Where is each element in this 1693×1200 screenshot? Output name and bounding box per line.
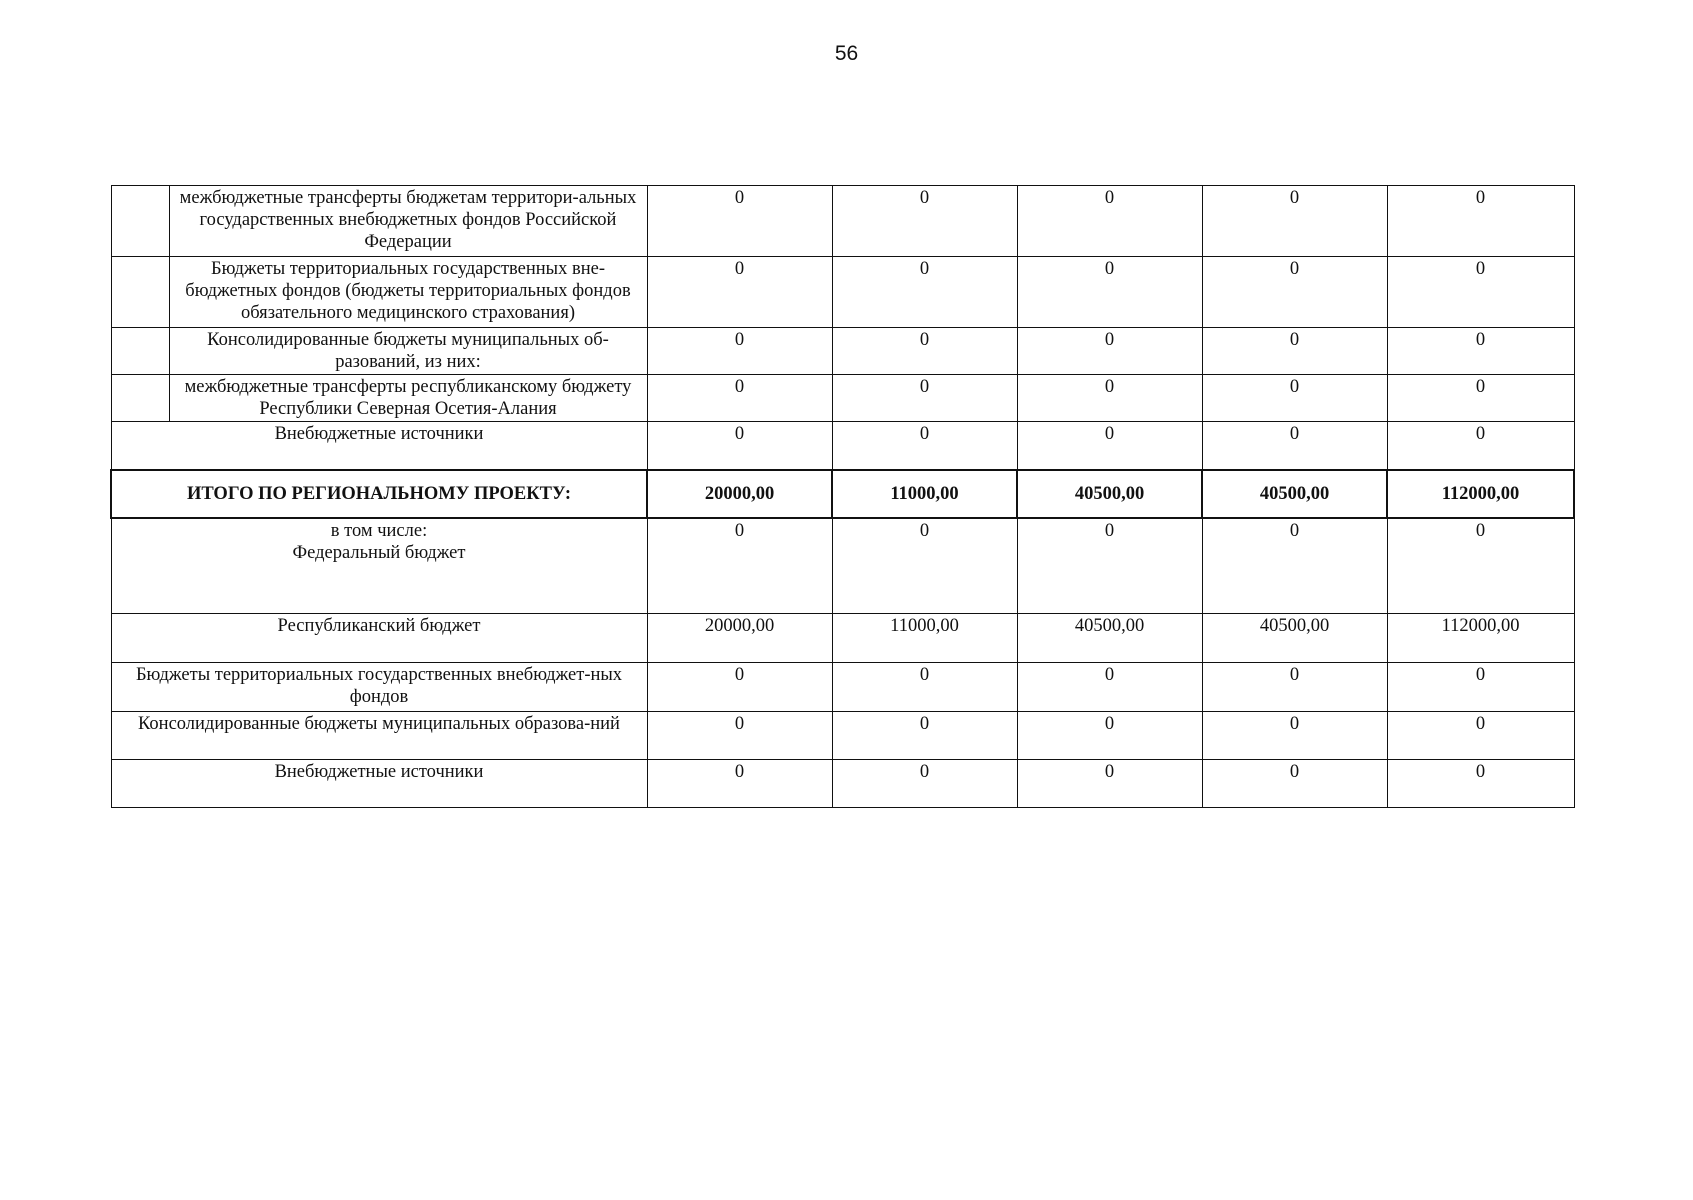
table-row: [111, 663, 1574, 712]
table-row: [111, 186, 1574, 257]
budget-table: [110, 185, 1575, 808]
value-cell: 0: [1017, 712, 1202, 760]
table-row: [111, 614, 1574, 663]
indent-cell: [111, 375, 169, 422]
value-cell: 0: [1202, 712, 1387, 760]
row-label: Внебюджетные источники: [111, 760, 647, 808]
row-label: Бюджеты территориальных государственных внебюджет-ных фондов: [111, 663, 647, 712]
table-row: [111, 712, 1574, 760]
value-cell: 40500,00: [1017, 614, 1202, 663]
value-cell: 0: [1387, 712, 1574, 760]
value-cell: 11000,00: [832, 614, 1017, 663]
value-cell: 0: [832, 712, 1017, 760]
value-cell: 0: [832, 186, 1017, 257]
row-label-line: Федеральный бюджет: [292, 542, 466, 563]
value-cell: 0: [1017, 375, 1202, 422]
value-cell: 0: [1202, 328, 1387, 375]
table-row: [111, 257, 1574, 328]
value-cell: 0: [1017, 663, 1202, 712]
value-cell: 112000,00: [1387, 614, 1574, 663]
table-row: [111, 328, 1574, 375]
total-value: 40500,00: [1017, 470, 1202, 518]
row-label: Бюджеты территориальных государственных вне-бюджетных фондов (бюджеты территориальных фондов обязательного медицинского страхования): [169, 257, 647, 328]
value-cell: 0: [832, 257, 1017, 328]
page-number: 56: [834, 42, 859, 65]
value-cell: 0: [1387, 257, 1574, 328]
table-row: [111, 760, 1574, 808]
total-value: 112000,00: [1387, 470, 1574, 518]
value-cell: 0: [1017, 328, 1202, 375]
value-cell: 0: [1017, 257, 1202, 328]
value-cell: 0: [832, 328, 1017, 375]
row-label: Внебюджетные источники: [111, 422, 647, 470]
row-label: межбюджетные трансферты бюджетам территори-альных государственных внебюджетных фондов Российской Федерации: [169, 186, 647, 257]
row-label: Республиканский бюджет: [111, 614, 647, 663]
row-label: Консолидированные бюджеты муниципальных об-разований, из них:: [169, 328, 647, 375]
value-cell: 0: [832, 375, 1017, 422]
total-value: 11000,00: [832, 470, 1017, 518]
value-cell: 0: [1387, 422, 1574, 470]
value-cell: 0: [647, 257, 832, 328]
table-row: [111, 422, 1574, 470]
value-cell: 0: [1387, 663, 1574, 712]
value-cell: 0: [1202, 186, 1387, 257]
table-row: [111, 375, 1574, 422]
value-cell: 0: [832, 760, 1017, 808]
value-cell: 0: [1202, 257, 1387, 328]
total-value: 20000,00: [647, 470, 832, 518]
value-cell: 0: [1017, 760, 1202, 808]
value-cell: 0: [1387, 375, 1574, 422]
value-cell: 0: [647, 760, 832, 808]
row-label-line: в том числе:: [330, 520, 428, 541]
table-row: [111, 518, 1574, 614]
row-label: межбюджетные трансферты республиканскому бюджету Республики Северная Осетия-Алания: [169, 375, 647, 422]
value-cell: 0: [1017, 186, 1202, 257]
value-cell: 0: [647, 712, 832, 760]
indent-cell: [111, 257, 169, 328]
indent-cell: [111, 186, 169, 257]
total-label: ИТОГО ПО РЕГИОНАЛЬНОМУ ПРОЕКТУ:: [111, 470, 647, 518]
value-cell: 0: [832, 518, 1017, 614]
value-cell: 0: [647, 422, 832, 470]
value-cell: 0: [1017, 422, 1202, 470]
value-cell: 0: [1387, 518, 1574, 614]
value-cell: 0: [647, 375, 832, 422]
value-cell: 0: [647, 518, 832, 614]
value-cell: 0: [1202, 663, 1387, 712]
total-value: 40500,00: [1202, 470, 1387, 518]
value-cell: 0: [1017, 518, 1202, 614]
value-cell: 0: [1202, 518, 1387, 614]
row-label: Консолидированные бюджеты муниципальных образова-ний: [111, 712, 647, 760]
value-cell: 20000,00: [647, 614, 832, 663]
value-cell: 0: [832, 663, 1017, 712]
value-cell: 40500,00: [1202, 614, 1387, 663]
row-label: [111, 518, 647, 614]
value-cell: 0: [1202, 375, 1387, 422]
value-cell: 0: [1387, 186, 1574, 257]
value-cell: 0: [1202, 422, 1387, 470]
value-cell: 0: [647, 186, 832, 257]
value-cell: 0: [832, 422, 1017, 470]
value-cell: 0: [647, 663, 832, 712]
value-cell: 0: [1387, 760, 1574, 808]
value-cell: 0: [647, 328, 832, 375]
value-cell: 0: [1387, 328, 1574, 375]
indent-cell: [111, 328, 169, 375]
total-row: [111, 470, 1574, 518]
value-cell: 0: [1202, 760, 1387, 808]
